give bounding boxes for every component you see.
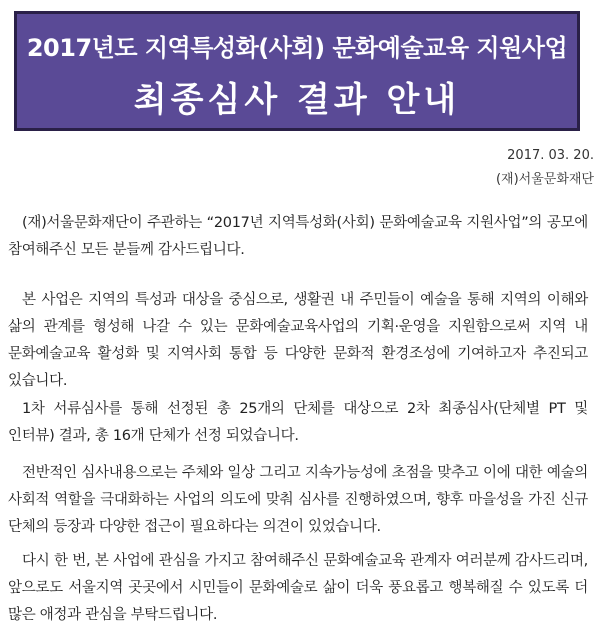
paragraph-closing: 다시 한 번, 본 사업에 관심을 가지고 참여해주신 문화예술교육 관계자 여러분께 감사드리며, 앞으로도 서울지역 곳곳에서 시민들이 문화예술로 삶이 더욱 풍요롭고 행복해질 수 있도록 더 많은 애정과 관심을 부탁드립니다. [8,553,588,623]
title-banner [14,11,580,131]
paragraph-program-overview: 본 사업은 지역의 특성과 대상을 중심으로, 생활권 내 주민들이 예술을 통해 지역의 이해와 삶의 관계를 형성해 나갈 수 있는 문화예술교육사업의 기획·운영을 지원함으로써 지역 내 문화예술교육 활성화 및 지역사회 통합 등 다양한 문화적 환경조성에 기여하고자 추진되고 있습니다. [8,292,588,389]
page-title: 2017년도 지역특성화(사회) 문화예술교육 지원사업 [26,34,568,62]
paragraph-review-summary: 전반적인 심사내용으로는 주체와 일상 그리고 지속가능성에 초점을 맞추고 이에 대한 예술의 사회적 역할을 극대화하는 사업의 의도에 맞춰 심사를 진행하였으며, 향후 마을성을 가진 신규 단체의 등장과 다양한 접근이 필요하다는 의견이 있었습니다. [8,465,588,535]
page-subtitle: 최종심사 결과 안내 [133,80,461,120]
paragraph-selection-result: 1차 서류심사를 통해 선정된 총 25개의 단체를 대상으로 2차 최종심사(단체별 PT 및 인터뷰) 결과, 총 16개 단체가 선정 되었습니다. [8,401,588,444]
issuing-organization: (재)서울문화재단 [495,172,594,187]
notice-date: 2017. 03. 20. [507,148,594,163]
paragraph-thanks: (재)서울문화재단이 주관하는 “2017년 지역특성화(사회) 문화예술교육 지원사업”의 공모에 참여해주신 모든 분들께 감사드립니다. [8,215,588,258]
